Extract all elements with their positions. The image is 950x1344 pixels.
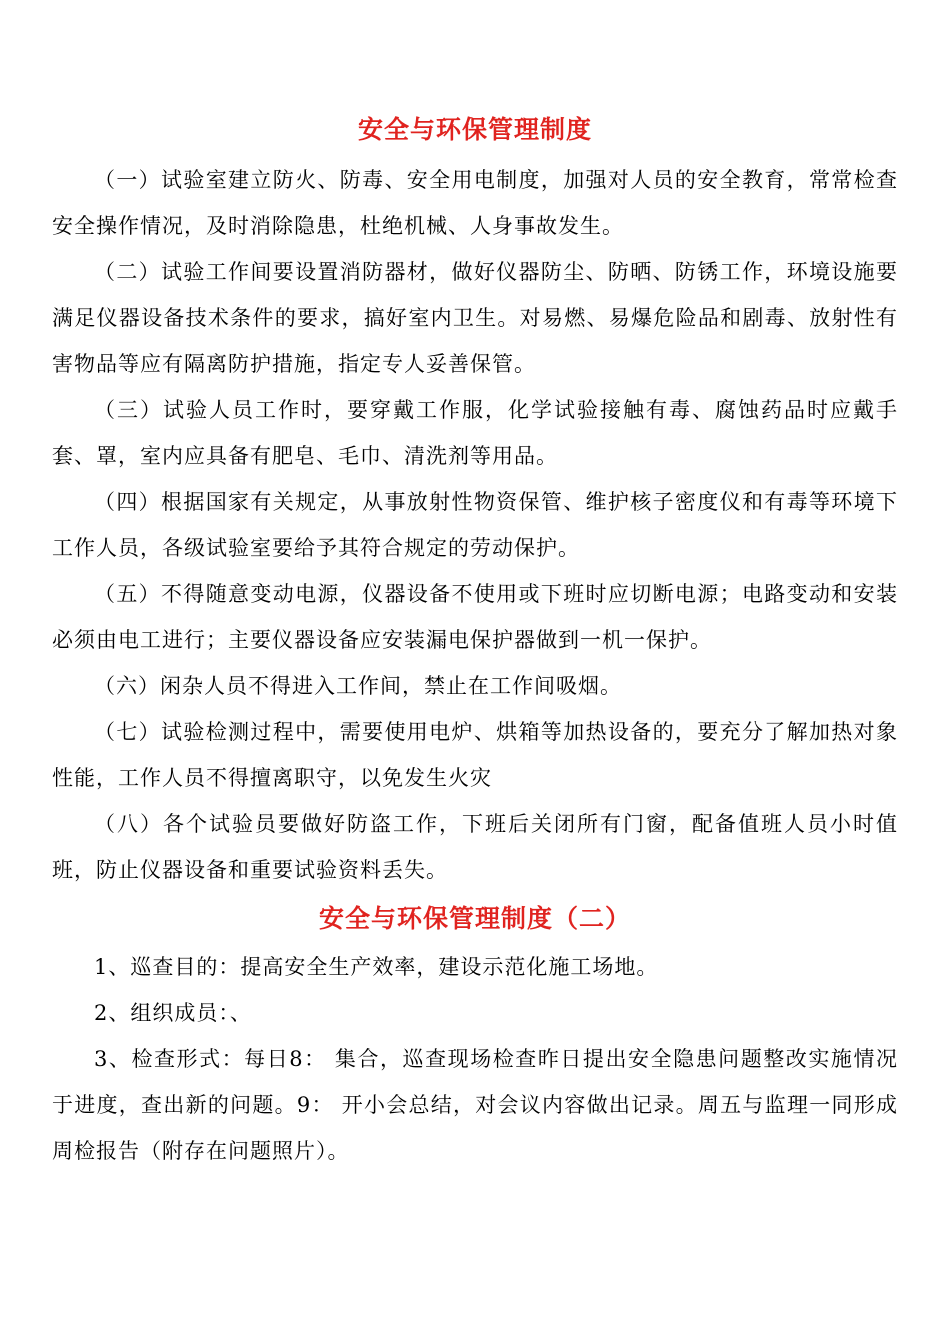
rule-paragraph-8: （八）各个试验员要做好防盗工作，下班后关闭所有门窗，配备值班人员小时值班，防止仪器设备和重要试验资料丢失。 [52, 812, 898, 882]
rule-paragraph-7: （七）试验检测过程中，需要使用电炉、烘箱等加热设备的，要充分了解加热对象性能，工作人员不得擅离职守，以免发生火灾 [52, 720, 898, 790]
inspection-paragraph-2: 2、组织成员：、 [94, 1001, 252, 1025]
document-page [52, 0, 898, 1174]
rule-paragraph-3: （三）试验人员工作时，要穿戴工作服，化学试验接触有毒、腐蚀药品时应戴手套、罩，室内应具备有肥皂、毛巾、清洗剂等用品。 [52, 398, 898, 468]
rule-paragraph-4: （四）根据国家有关规定，从事放射性物资保管、维护核子密度仪和有毒等环境下工作人员，各级试验室要给予其符合规定的劳动保护。 [52, 490, 898, 560]
section-title-2: 安全与环保管理制度（二） [318, 904, 631, 933]
document-title: 安全与环保管理制度 [357, 115, 592, 144]
inspection-paragraph-1: 1、巡查目的：提高安全生产效率，建设示范化施工场地。 [94, 955, 659, 979]
rule-paragraph-1: （一）试验室建立防火、防毒、安全用电制度，加强对人员的安全教育，常常检查安全操作情况，及时消除隐患，杜绝机械、人身事故发生。 [52, 168, 898, 238]
rule-paragraph-2: （二）试验工作间要设置消防器材，做好仪器防尘、防晒、防锈工作，环境设施要满足仪器设备技术条件的要求，搞好室内卫生。对易燃、易爆危险品和剧毒、放射性有害物品等应有隔离防护措施，指定专人妥善保管。 [52, 260, 898, 376]
rule-paragraph-5: （五）不得随意变动电源，仪器设备不使用或下班时应切断电源；电路变动和安装必须由电工进行；主要仪器设备应安装漏电保护器做到一机一保护。 [52, 582, 898, 652]
rule-paragraph-6: （六）闲杂人员不得进入工作间，禁止在工作间吸烟。 [94, 674, 622, 698]
inspection-paragraph-3: 3、检查形式：每日8： 集合，巡查现场检查昨日提出安全隐患问题整改实施情况于进度，查出新的问题。9： 开小会总结，对会议内容做出记录。周五与监理一同形成周检报告（附存在问题照片）。 [52, 1047, 898, 1163]
